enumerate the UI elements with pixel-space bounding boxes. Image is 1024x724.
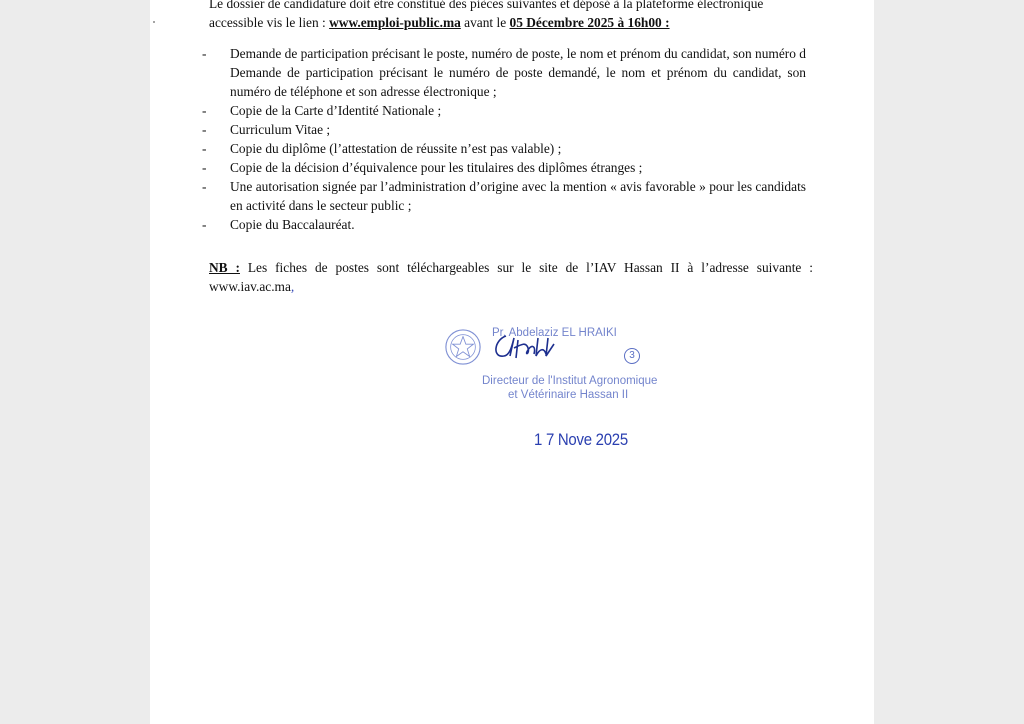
list-item bbox=[202, 101, 806, 120]
list-item-text: Copie du diplôme (l’attestation de réussite n’est pas valable) ; bbox=[230, 141, 562, 156]
intro-paragraph bbox=[209, 0, 819, 32]
seal-icon bbox=[444, 328, 482, 366]
list-item-text: Copie du Baccalauréat. bbox=[230, 217, 355, 232]
nb-label: NB : bbox=[209, 260, 240, 275]
bullet-dash: - bbox=[202, 122, 207, 137]
bullet-dash: - bbox=[202, 160, 207, 175]
list-item-text: Copie de la décision d’équivalence pour les titulaires des diplômes étranges ; bbox=[230, 160, 643, 175]
list-item bbox=[202, 120, 806, 139]
intro-line-2 bbox=[209, 13, 819, 32]
list-item-text: Demande de participation précisant le poste, numéro de poste, le nom et prénom du candidat, son numéro d Demande de participation précisant le numéro de poste demandé, le nom et prénom du candidat, son numéro de téléphone et son adresse électronique ; bbox=[230, 46, 806, 99]
list-item-text: Curriculum Vitae ; bbox=[230, 122, 331, 137]
nb-note bbox=[209, 258, 813, 296]
intro-middle: avant le bbox=[460, 15, 510, 30]
nb-text: Les fiches de postes sont téléchargeables sur le site de l’IAV Hassan II à l’adresse suivante : www.iav.ac.ma bbox=[209, 260, 813, 294]
stamp-number: 3 bbox=[624, 348, 640, 364]
bullet-dash: - bbox=[202, 217, 207, 232]
intro-line-1: Le dossier de candidature doit être constitué des pièces suivantes et déposé à la plateforme électronique bbox=[209, 0, 764, 11]
bullet-dash: - bbox=[202, 141, 207, 156]
stamp-title-line-1: Directeur de l'Institut Agronomique bbox=[482, 375, 658, 387]
document-page bbox=[150, 0, 874, 724]
list-item bbox=[202, 215, 806, 234]
list-item bbox=[202, 158, 806, 177]
intro-prefix: accessible vis le lien : bbox=[209, 15, 330, 30]
emploi-public-link[interactable]: www.emploi-public.ma bbox=[329, 15, 461, 30]
director-stamp bbox=[440, 318, 700, 408]
signature-icon bbox=[488, 326, 578, 366]
scan-speck bbox=[153, 21, 155, 23]
bullet-dash: - bbox=[202, 103, 207, 118]
bullet-dash: - bbox=[202, 179, 207, 194]
list-item bbox=[202, 44, 806, 101]
requirements-list bbox=[202, 44, 806, 234]
deadline-text: 05 Décembre 2025 à 16h00 : bbox=[509, 15, 670, 30]
list-item-text: Copie de la Carte d’Identité Nationale ; bbox=[230, 103, 442, 118]
date-stamp: 1 7 Nove 2025 bbox=[534, 430, 628, 449]
list-item bbox=[202, 139, 806, 158]
stamp-name: Pr. Abdelaziz EL HRAIKI bbox=[492, 327, 617, 339]
list-item bbox=[202, 177, 806, 215]
stamp-title-line-2: et Vétérinaire Hassan II bbox=[508, 389, 629, 401]
bullet-dash: - bbox=[202, 46, 207, 61]
pen-mark: , bbox=[290, 279, 295, 294]
list-item-text: Une autorisation signée par l’administration d’origine avec la mention « avis favorable » pour les candidats en activité dans le secteur public ; bbox=[230, 179, 806, 213]
